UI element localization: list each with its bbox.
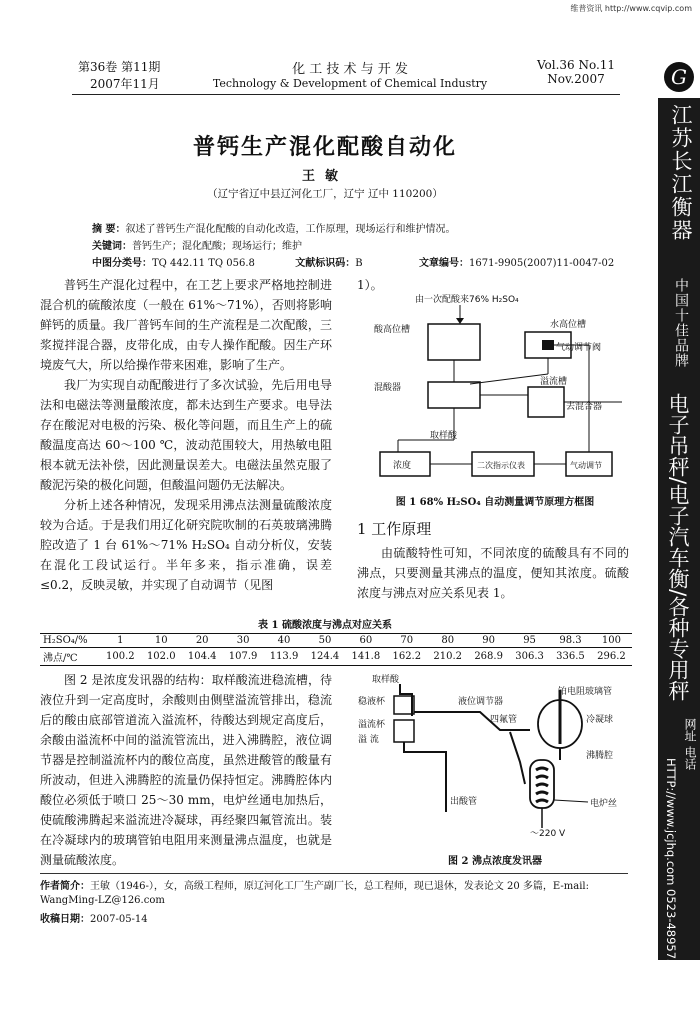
figure-1-diagram (360, 292, 630, 492)
fig2-ptfe: 四氟管 (490, 715, 518, 725)
fig2-overflow: 溢 流 (358, 735, 379, 745)
logo-icon (662, 60, 696, 94)
paragraph-3: 分析上述各种情况，发现采用沸点法测量硫酸浓度较为合适。于是我们用辽化研究院吹制的石英玻璃沸腾腔改造了 1 台 61%～71% H₂SO₄ 自动分析仪，安装在混化工段试运行。半年多来，指示准确，误差≤0.2，反映灵敏，并实现了自动调节（见图 (40, 498, 332, 592)
affiliation: （辽宁省辽中县辽河化工厂，辽宁 辽中 110200） (207, 188, 443, 200)
table-cell: 70 (400, 635, 414, 646)
fig2-tube-line (400, 684, 412, 716)
fig1-mixer-box (428, 382, 480, 408)
table-cell: 162.2 (392, 651, 422, 662)
issue-date: 2007年11月 (90, 77, 160, 91)
header-right (530, 58, 622, 86)
fig2-tube-line (510, 732, 525, 784)
doc-code-value: B (355, 258, 363, 269)
abstract-text: 叙述了普钙生产混化配酸的自动化改造，工作原理，现场运行和维护情况。 (125, 224, 456, 235)
right-continuation: 1）。 (357, 278, 383, 292)
table-cell: 100 (601, 635, 622, 646)
keywords (92, 237, 632, 252)
table-row-label: H₂SO₄/% (43, 635, 88, 646)
fig2-pt-glass: 铂电阻玻璃管 (558, 687, 613, 697)
table-cell: 268.9 (474, 651, 503, 662)
fig1-valve: 气动调节阀 (556, 343, 602, 353)
abstract (92, 220, 632, 235)
fig1-valve-actuator (542, 340, 554, 350)
table-row (40, 634, 632, 648)
table-cell: 296.2 (597, 651, 626, 662)
figure-2-diagram (350, 672, 640, 850)
article-no-label: 文章编号： (419, 258, 469, 269)
table-cell: 30 (236, 635, 250, 646)
table-cell: 210.2 (433, 651, 463, 662)
bio-label: 作者简介： (40, 881, 90, 892)
fig1-water-tank: 水高位槽 (550, 320, 587, 330)
fig1-conc: 浓度 (393, 461, 412, 471)
table-cell: 306.3 (515, 651, 544, 662)
table-cell: 1 (117, 635, 124, 646)
doc-code-label: 文献标识码： (295, 258, 356, 269)
fig2-overflow-cup-body (394, 720, 414, 742)
journal-name-en: Technology & Development of Chemical Industry (212, 77, 488, 90)
article-no-value: 1671-9905(2007)11-0047-02 (469, 258, 615, 269)
table-row-label: 沸点/℃ (43, 653, 78, 664)
brand-logo (658, 58, 700, 98)
bio-text: 王敏（1946-），女，高级工程师，原辽河化工厂生产副厂长，总工程师，现已退休，发表论文 20 多篇，E-mail: WangMing-LZ@126.com (40, 881, 589, 906)
svg-text:G: G (671, 65, 687, 89)
table-cell: 80 (441, 635, 455, 646)
fig1-mixer: 混酸器 (374, 383, 402, 393)
paragraph-2: 我厂为实现自动配酸进行了多次试验，先后用电导法和电磁法等测量酸浓度，都未达到生产要求。电导法存在酸泥对电极的污染、极化等问题，而且生产上的硫酸温度高达 60～100 ℃，波动范围较大，用热敏电阻根本就无法补偿，因此测量误差大。电磁法虽然克服了酸泥污染的极化问题，但酸温问题仍无法解决。 (40, 378, 332, 492)
ad-contact-label: 网址 电话 (683, 718, 697, 770)
footer-rule (40, 873, 628, 874)
fig2-heater-coil (536, 768, 548, 802)
article-author: 王敏 (301, 169, 348, 184)
header-center (210, 58, 490, 90)
fig1-acid-label: 取样酸 (430, 431, 458, 441)
fig1-instrument: 二次指示仪表 (477, 461, 525, 470)
table-cell: 336.5 (556, 651, 585, 662)
classification-line (92, 254, 652, 269)
figure-1-caption: 图 1 68% H₂SO₄ 自动测量调节原理方框图 (395, 497, 595, 508)
table-row (40, 648, 632, 666)
fig2-heater: 电炉丝 (590, 799, 618, 809)
table-cell: 40 (277, 635, 291, 646)
paragraph-1: 普钙生产混化过程中，在工艺上要求严格地控制进混合机的硫酸浓度（一般在 61%～71%），否则将影响鲜钙的质量。我厂普钙车间的生产流程是二次配酸，三浆搅拌混合器，皮带化成，由专人操作配酸。因生产环境废气大，所以给操作带来困难，影响了生产。 (40, 278, 332, 372)
vol-no: Vol.36 No.11 (536, 58, 616, 72)
table-cell: 141.8 (351, 651, 381, 662)
side-advertisement (658, 58, 700, 1029)
clc-label: 中图分类号： (92, 258, 152, 269)
fig2-tube-line (404, 742, 446, 812)
table-cell: 124.4 (310, 651, 340, 662)
table-cell: 50 (318, 635, 332, 646)
fig1-line (470, 374, 548, 384)
section-1-heading: 1 工作原理 (357, 520, 432, 538)
fig1-regulator: 气动调节 (570, 461, 602, 470)
fig1-overflow-box (528, 387, 564, 417)
abstract-label: 摘 要： (92, 224, 126, 235)
paragraph-4: 图 2 是浓度发讯器的结构：取样酸流进稳流槽，待液位升到一定高度时，余酸则由侧壁溢流管排出，稳流后的酸由底部管道流入溢流杯，待酸达到规定高度后，余酸由溢流杯中间的溢流管流出，进入沸腾腔，液位调节器是控制溢流杯内的酸位高度，虽然进酸管的酸量有所波动，但进入沸腾腔的流量仍保持恒定。沸腾腔体内酸位必须低于喷口 25～30 mm，电炉丝通电加热后，使硫酸沸腾起来溢流进冷凝球，再经聚四氟管流出。装在冷凝球内的玻璃管铂电阻用来测量沸点温度，也就是测量硫酸浓度。 (40, 673, 332, 867)
author-bio (40, 880, 640, 908)
table-cell: 20 (195, 635, 209, 646)
ad-tagline: 中国十佳品牌 (673, 278, 689, 368)
table-cell: 107.9 (228, 651, 258, 662)
table-cell: 10 (154, 635, 168, 646)
table-cell: 98.3 (559, 635, 582, 646)
fig2-outlet: 出酸管 (450, 797, 478, 807)
section-1-body (357, 543, 629, 603)
fig2-stabilizer: 稳液杯 (358, 697, 386, 707)
journal-name-cn: 化 工 技 术 与 开 发 (292, 62, 408, 77)
header-rule (72, 94, 620, 95)
clc-value: TQ 442.11 TQ 056.8 (152, 258, 255, 269)
section-1-text: 由硫酸特性可知，不同浓度的硫酸具有不同的沸点，只要测量其沸点的温度，便知其浓度。硫酸浓度与沸点对应关系见表 1。 (357, 546, 629, 600)
date-label: 收稿日期： (40, 914, 90, 925)
fig2-voltage: ～220 V (530, 829, 566, 839)
keywords-label: 关键词： (92, 241, 132, 252)
header-left (78, 58, 160, 92)
fig1-arrow (456, 318, 464, 324)
fig2-level-reg: 液位调节器 (458, 697, 504, 707)
ad-company: 江苏长江衡器 (669, 104, 693, 242)
article-title: 普钙生产混化配酸自动化 (192, 134, 457, 160)
table-cell: 95 (523, 635, 536, 646)
fig2-leader (554, 800, 588, 802)
fig2-boiling: 沸腾腔 (586, 751, 614, 761)
keywords-text: 普钙生产；混化配酸；现场运行；维护 (132, 241, 302, 252)
table-cell: 113.9 (269, 651, 299, 662)
ad-contact: HTTP://www.jcjhq.com 0523-4895759 4866788 (664, 758, 678, 1029)
bottom-left-column (40, 670, 332, 870)
table-1-caption: 表 1 硫酸浓度与沸点对应关系 (258, 620, 392, 631)
fig1-acid-tank: 酸高位槽 (374, 325, 411, 335)
date-value: 2007-05-14 (90, 914, 148, 925)
volume-issue: 第36卷 第11期 (78, 60, 161, 74)
figure-2-caption: 图 2 沸点浓度发讯器 (448, 856, 542, 867)
table-cell: 60 (359, 635, 373, 646)
table-cell: 100.2 (106, 651, 135, 662)
ad-panel (658, 98, 700, 1029)
table-cell: 90 (482, 635, 495, 646)
fig1-acid-tank-box (428, 324, 480, 360)
fig1-overflow: 溢流槽 (540, 377, 568, 387)
table-1 (40, 633, 632, 666)
fig2-sample: 取样酸 (372, 675, 400, 685)
left-column (40, 275, 332, 595)
fig1-to-mixer: 去混合器 (566, 402, 603, 412)
watermark: 维普资讯 http://www.cqvip.com (570, 4, 692, 13)
fig2-condenser: 冷凝球 (586, 715, 614, 725)
vol-date: Nov.2007 (547, 72, 605, 86)
table-cell: 104.4 (187, 651, 217, 662)
fig2-overflow-cup: 溢流杯 (358, 720, 386, 730)
received-date (40, 910, 148, 925)
ad-products: 电子吊秤/电子汽车衡/各种专用秤 (666, 393, 690, 702)
table-cell: 102.0 (146, 651, 176, 662)
fig1-top-label: 由一次配酸来76% H₂SO₄ (415, 295, 519, 305)
